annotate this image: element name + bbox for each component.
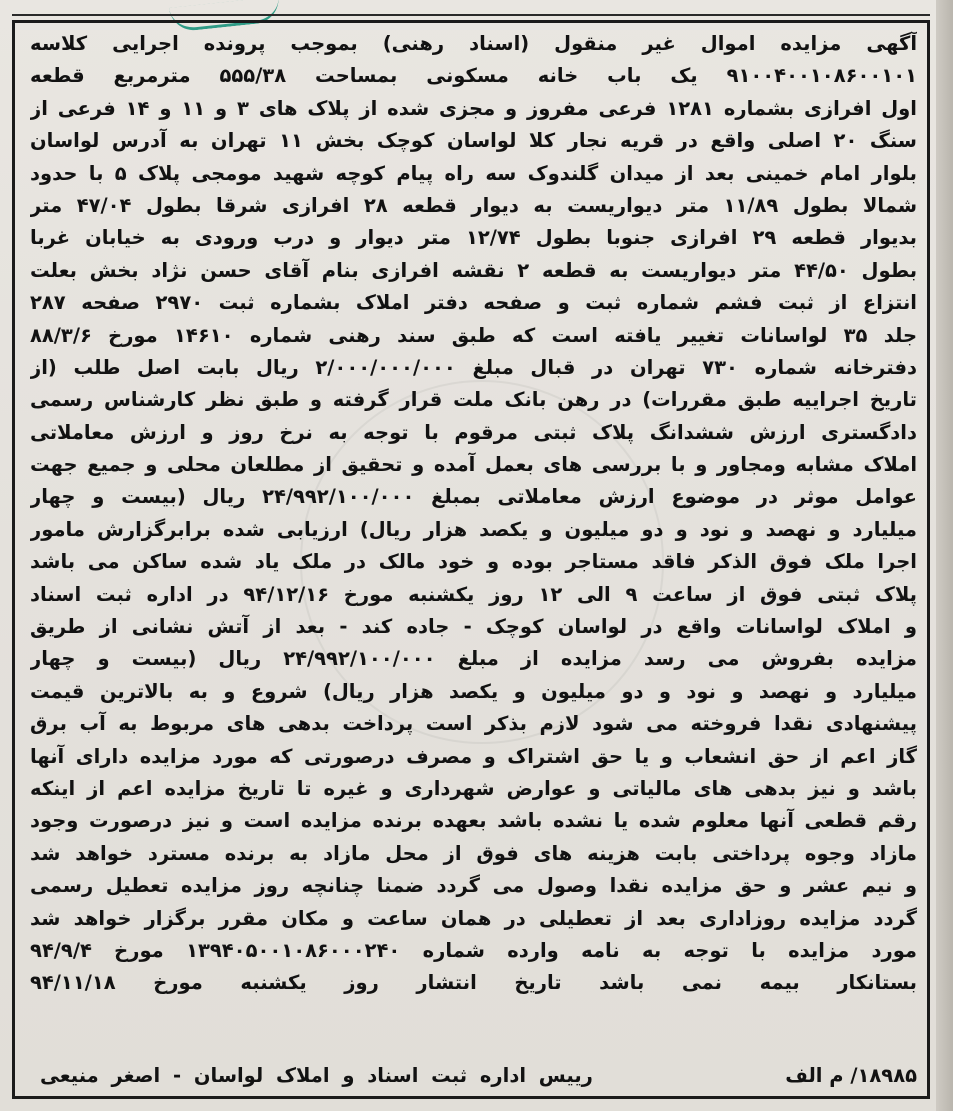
notice-line: آگهی مزایده اموال غیر منقول (اسناد رهنی) بموجب پرونده اجرایی کلاسه bbox=[30, 32, 917, 55]
notice-line: و املاک لواسانات واقع در لواسان کوچک - جاده کند - بعد از آتش نشانی از طریق bbox=[30, 615, 917, 639]
notice-line: عوامل موثر در موضوع ارزش معاملاتی بمبلغ ۲۴/۹۹۲/۱۰۰/۰۰۰ ریال (بیست و چهار bbox=[30, 485, 917, 509]
notice-line: املاک مشابه ومجاور و با بررسی های بعمل آمده و تحقیق از مطلعان محلی و جمیع جهت bbox=[30, 453, 917, 477]
notice-line: اول افرازی بشماره ۱۲۸۱ فرعی مفروز و مجزی شده از پلاک های ۳ و ۱۱ و ۱۴ فرعی از bbox=[30, 96, 917, 120]
notice-line: بلوار امام خمینی بعد از میدان گلندوک سه راه پیام کوچه شهید مومجی پلاک ۵ با حدود bbox=[30, 161, 917, 185]
notice-line: شمالا بطول ۱۱/۸۹ متر دیواریست به دیوار قطعه ۲۸ افرازی شرقا بطول ۴۷/۰۴ متر bbox=[30, 193, 917, 217]
reference-number: ۱۸۹۸۵/ م الف bbox=[785, 1064, 917, 1087]
notice-line: دفترخانه شماره ۷۳۰ تهران در قبال مبلغ ۲/۰۰۰/۰۰۰/۰۰۰ ریال بابت اصل طلب (از bbox=[30, 355, 917, 379]
notice-line: جلد ۳۵ لواسانات تغییر یافته است که طبق سند رهنی شماره ۱۴۶۱۰ مورخ ۸۸/۳/۶ bbox=[30, 323, 917, 347]
notice-line: پلاک ثبتی فوق از ساعت ۹ الی ۱۲ روز یکشنبه مورخ ۹۴/۱۲/۱۶ در اداره ثبت اسناد bbox=[30, 582, 917, 606]
notice-line: سنگ ۲۰ اصلی واقع در قریه نجار کلا لواسان کوچک بخش ۱۱ تهران به آدرس لواسان bbox=[30, 129, 917, 153]
notice-line: گردد مزایده روزاداری بعد از تعطیلی در همان ساعت و مکان مقرر برگزار خواهد شد bbox=[30, 906, 917, 930]
notice-line: بستانکار بیمه نمی باشد تاریخ انتشار روز یکشنبه مورخ ۹۴/۱۱/۱۸ bbox=[30, 971, 917, 995]
notice-line: تاریخ اجراییه طبق مقررات) در رهن بانک ملت قرار گرفته و طبق نظر کارشناس رسمی bbox=[30, 388, 917, 412]
notice-line: رقم قطعی آنها معلوم شده یا نشده باشد بعهده برنده مزایده است و نیز درصورت وجود bbox=[30, 809, 917, 833]
notice-footer bbox=[30, 1060, 917, 1092]
notice-line: بطول ۴۴/۵۰ متر دیواریست به قطعه ۲ نقشه افرازی بنام آقای حسن نژاد بخش بعلت bbox=[30, 258, 917, 282]
notice-line: مازاد وجوه پرداختی بابت هزینه های فوق از محل مازاد به برنده مسترد خواهد شد bbox=[30, 841, 917, 865]
notice-line: مزایده بفروش می رسد مزایده از مبلغ ۲۴/۹۹۲/۱۰۰/۰۰۰ ریال (بیست و چهار bbox=[30, 647, 917, 671]
notice-line: پیشنهادی نقدا فروخته می شود لازم بذکر است پرداخت بدهی های مربوط به آب برق bbox=[30, 712, 917, 736]
notice-line: انتزاع از ثبت فشم شماره ثبت و صفحه دفتر املاک بشماره ثبت ۲۹۷۰ صفحه ۲۸۷ bbox=[30, 291, 917, 315]
notice-line: و نیم عشر و حق مزایده نقدا وصول می گردد ضمنا چنانچه روز مزایده تعطیل رسمی bbox=[30, 874, 917, 898]
notice-line: باشد و نیز بدهی های مالیاتی و عوارض شهرداری و غیره تا تاریخ مزایده اعم از اینکه bbox=[30, 776, 917, 800]
signatory: رییس اداره ثبت اسناد و املاک لواسان - اصغر منیعی bbox=[40, 1064, 593, 1087]
top-rule bbox=[12, 14, 930, 16]
notice-line: میلیارد و نهصد و نود و دو میلیون و یکصد هزار ریال) شروع و به بالاترین قیمت bbox=[30, 679, 917, 703]
page-edge bbox=[936, 0, 953, 1111]
notice-line: دادگستری ارزش ششدانگ پلاک ثبتی مرقوم با توجه به نرخ روز و ارزش معاملاتی bbox=[30, 420, 917, 444]
notice-line: گاز اعم از حق انشعاب و یا حق اشتراک و مصرف درصورتی که مورد مزایده دارای آنها bbox=[30, 744, 917, 768]
notice-line: اجرا ملک فوق الذکر فاقد مستاجر بوده و خود مالک در ملک یاد شده ساکن می باشد bbox=[30, 550, 917, 574]
auction-notice-body bbox=[30, 28, 917, 1000]
notice-line: مورد مزایده با توجه به نامه وارده شماره ۱۳۹۴۰۵۰۰۱۰۸۶۰۰۰۲۴۰ مورخ ۹۴/۹/۴ bbox=[30, 938, 917, 962]
notice-line: میلیارد و نهصد و نود و دو میلیون و یکصد هزار ریال) ارزیابی شده برابرگزارش مامور bbox=[30, 517, 917, 541]
notice-line: ۹۱۰۰۴۰۰۱۰۸۶۰۰۱۰۱ یک باب خانه مسکونی بمساحت ۵۵۵/۳۸ مترمربع قطعه bbox=[30, 64, 917, 88]
notice-line: بدیوار قطعه ۲۹ افرازی جنوبا بطول ۱۲/۷۴ متر دیوار و درب ورودی به خیابان غربا bbox=[30, 226, 917, 250]
